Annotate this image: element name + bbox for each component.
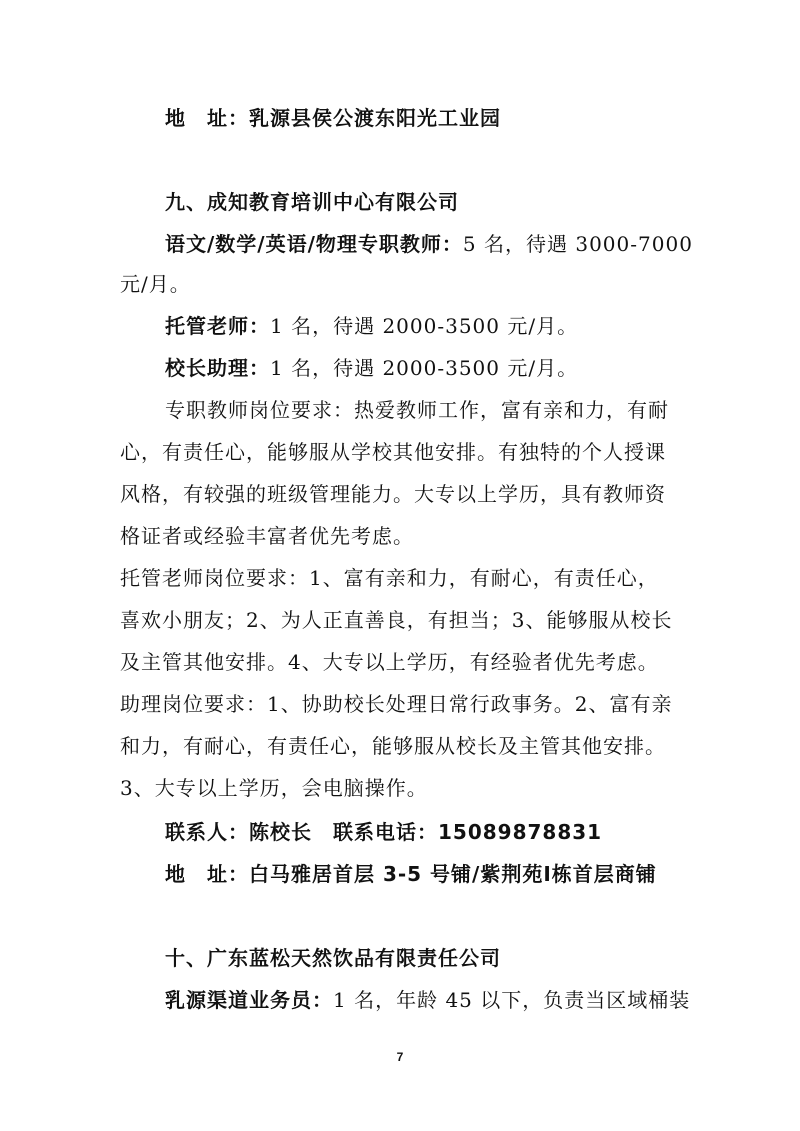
teacher-req-line-2 [120,438,690,466]
contact-info: 联系人：陈校长 联系电话：15089878831 [165,820,603,844]
teacher-req-text-4: 格证者或经验丰富者优先考虑。 [120,524,414,548]
job-tutor-detail: 1 名，待遇 2000-3500 元/月。 [270,314,579,338]
assistant-req-line-1 [120,690,690,718]
job-tutor-line [165,312,690,340]
teacher-req-line-3 [120,480,690,508]
teacher-req-text-1: 专职教师岗位要求：热爱教师工作，富有亲和力，有耐 [165,398,669,422]
address-2: 地 址：白马雅居首层 3-5 号铺/紫荆苑Ⅰ栋首层商铺 [165,862,657,886]
address-line-2 [165,860,690,888]
contact-line [165,818,690,846]
section-9-heading [165,188,690,216]
job-tutor-title: 托管老师： [165,314,270,338]
tutor-req-text-3: 及主管其他安排。4、大专以上学历，有经验者优先考虑。 [120,650,659,674]
assistant-req-text-1: 助理岗位要求：1、协助校长处理日常行政事务。2、富有亲 [120,692,673,716]
section-9-title: 九、成知教育培训中心有限公司 [165,190,459,214]
job-sales-title: 乳源渠道业务员： [165,988,333,1012]
assistant-req-line-3 [120,774,690,802]
tutor-req-line-2 [120,606,690,634]
assistant-req-text-3: 3、大专以上学历，会电脑操作。 [120,776,428,800]
section-10-heading [165,944,690,972]
teacher-req-line-4 [120,522,690,550]
assistant-req-line-2 [120,732,690,760]
tutor-req-line-1 [120,564,690,592]
job-teacher-title: 语文/数学/英语/物理专职教师： [165,232,463,256]
tutor-req-text-1: 托管老师岗位要求：1、富有亲和力，有耐心，有责任心， [120,566,659,590]
assistant-req-text-2: 和力，有耐心，有责任心，能够服从校长及主管其他安排。 [120,734,666,758]
job-teacher-line-cont [120,270,690,298]
job-sales-line [165,986,690,1014]
job-teacher-detail-cont: 元/月。 [120,272,191,296]
tutor-req-line-3 [120,648,690,676]
tutor-req-text-2: 喜欢小朋友；2、为人正直善良，有担当；3、能够服从校长 [120,608,673,632]
job-assistant-detail: 1 名，待遇 2000-3500 元/月。 [270,356,579,380]
address-1: 地 址：乳源县侯公渡东阳光工业园 [165,106,501,130]
job-teacher-detail: 5 名，待遇 3000-7000 [462,232,693,256]
address-line-1 [165,104,690,132]
teacher-req-text-3: 风格，有较强的班级管理能力。大专以上学历，具有教师资 [120,482,666,506]
section-10-title: 十、广东蓝松天然饮品有限责任公司 [165,946,501,970]
job-teacher-line [165,230,693,258]
job-assistant-line [165,354,690,382]
teacher-req-line-1 [165,396,690,424]
page-number: 7 [396,1050,404,1064]
teacher-req-text-2: 心，有责任心，能够服从学校其他安排。有独特的个人授课 [120,440,666,464]
job-assistant-title: 校长助理： [165,356,270,380]
job-sales-detail: 1 名，年龄 45 以下，负责当区域桶装 [333,988,691,1012]
